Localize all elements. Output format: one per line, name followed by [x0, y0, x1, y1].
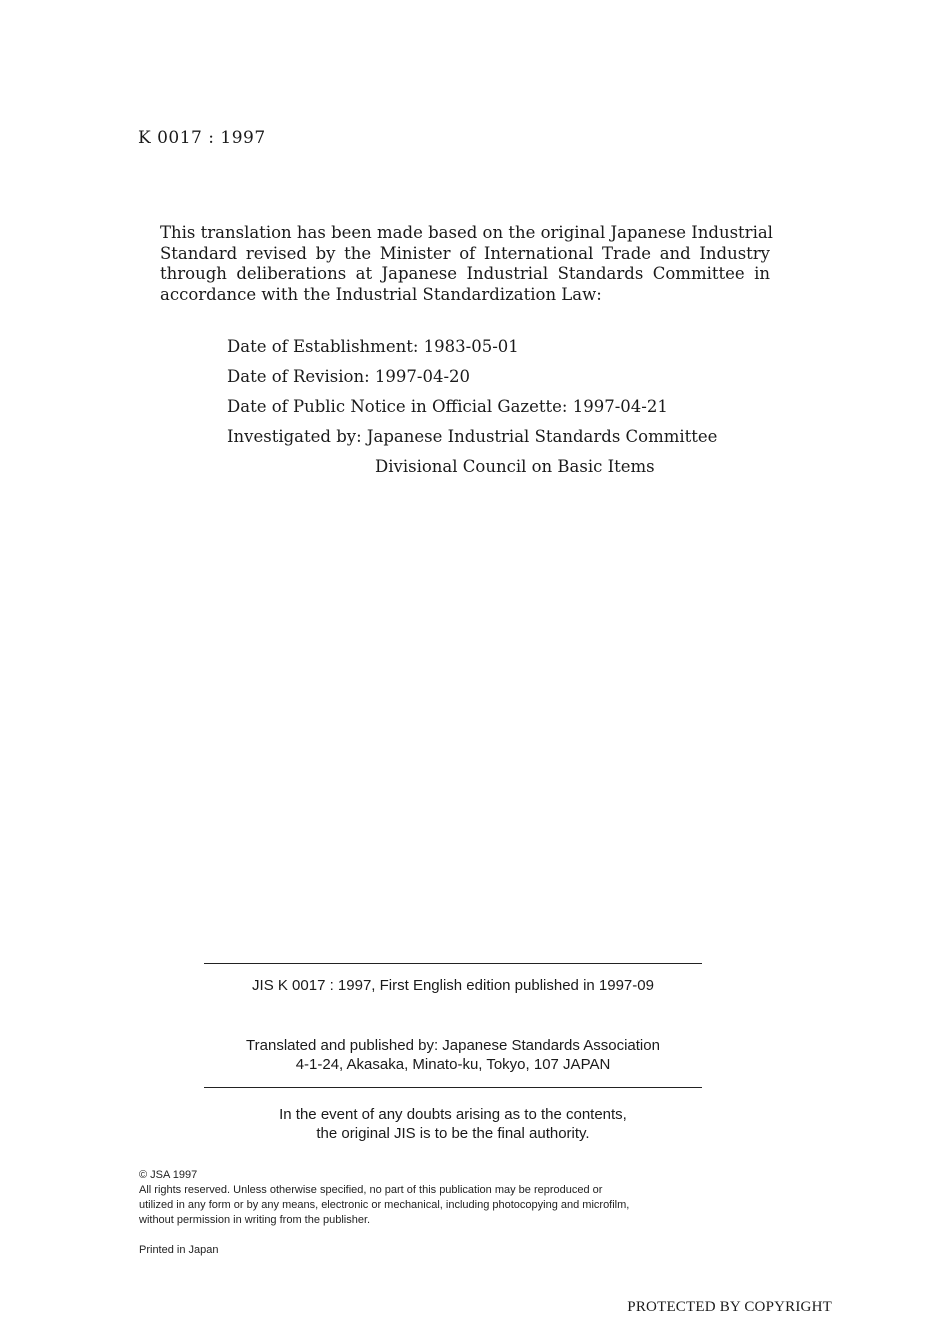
- printed-in: Printed in Japan: [139, 1244, 219, 1256]
- intro-line: accordance with the Industrial Standardization Law:: [160, 284, 602, 304]
- authority-note-line: In the event of any doubts arising as to the contents,: [279, 1106, 627, 1123]
- rights-line: without permission in writing from the publisher.: [139, 1214, 371, 1226]
- publisher-line: Translated and published by: Japanese Standards Association: [246, 1037, 660, 1054]
- divider-bottom: [204, 1087, 702, 1088]
- standard-code: K 0017 : 1997: [138, 128, 266, 148]
- divider-top: [204, 963, 702, 964]
- publisher-address: 4-1-24, Akasaka, Minato-ku, Tokyo, 107 JAPAN: [295, 1056, 611, 1073]
- intro-line: through deliberations at Japanese Industrial Standards Committee in: [160, 264, 770, 283]
- copyright-watermark: PROTECTED BY COPYRIGHT: [627, 1299, 832, 1315]
- date-of-establishment: Date of Establishment: 1983-05-01: [227, 337, 519, 356]
- intro-line: This translation has been made based on the original Japanese Industrial: [160, 223, 773, 242]
- rights-line: utilized in any form or by any means, electronic or mechanical, including photocopying and microfilm,: [139, 1199, 630, 1211]
- investigated-by: Investigated by: Japanese Industrial Standards Committee: [227, 427, 718, 446]
- date-of-public-notice: Date of Public Notice in Official Gazette: 1997-04-21: [227, 397, 668, 416]
- date-of-revision: Date of Revision: 1997-04-20: [227, 367, 471, 386]
- authority-note-line: the original JIS is to be the final authority.: [316, 1125, 590, 1142]
- intro-line: Standard revised by the Minister of International Trade and Industry: [160, 243, 770, 263]
- investigated-by-continued: Divisional Council on Basic Items: [375, 457, 655, 476]
- copyright-notice: © JSA 1997: [139, 1169, 198, 1181]
- translation-statement: [160, 223, 773, 305]
- edition-info: JIS K 0017 : 1997, First English edition published in 1997-09: [252, 977, 654, 994]
- rights-line: All rights reserved. Unless otherwise specified, no part of this publication may be reproduced or: [139, 1184, 603, 1196]
